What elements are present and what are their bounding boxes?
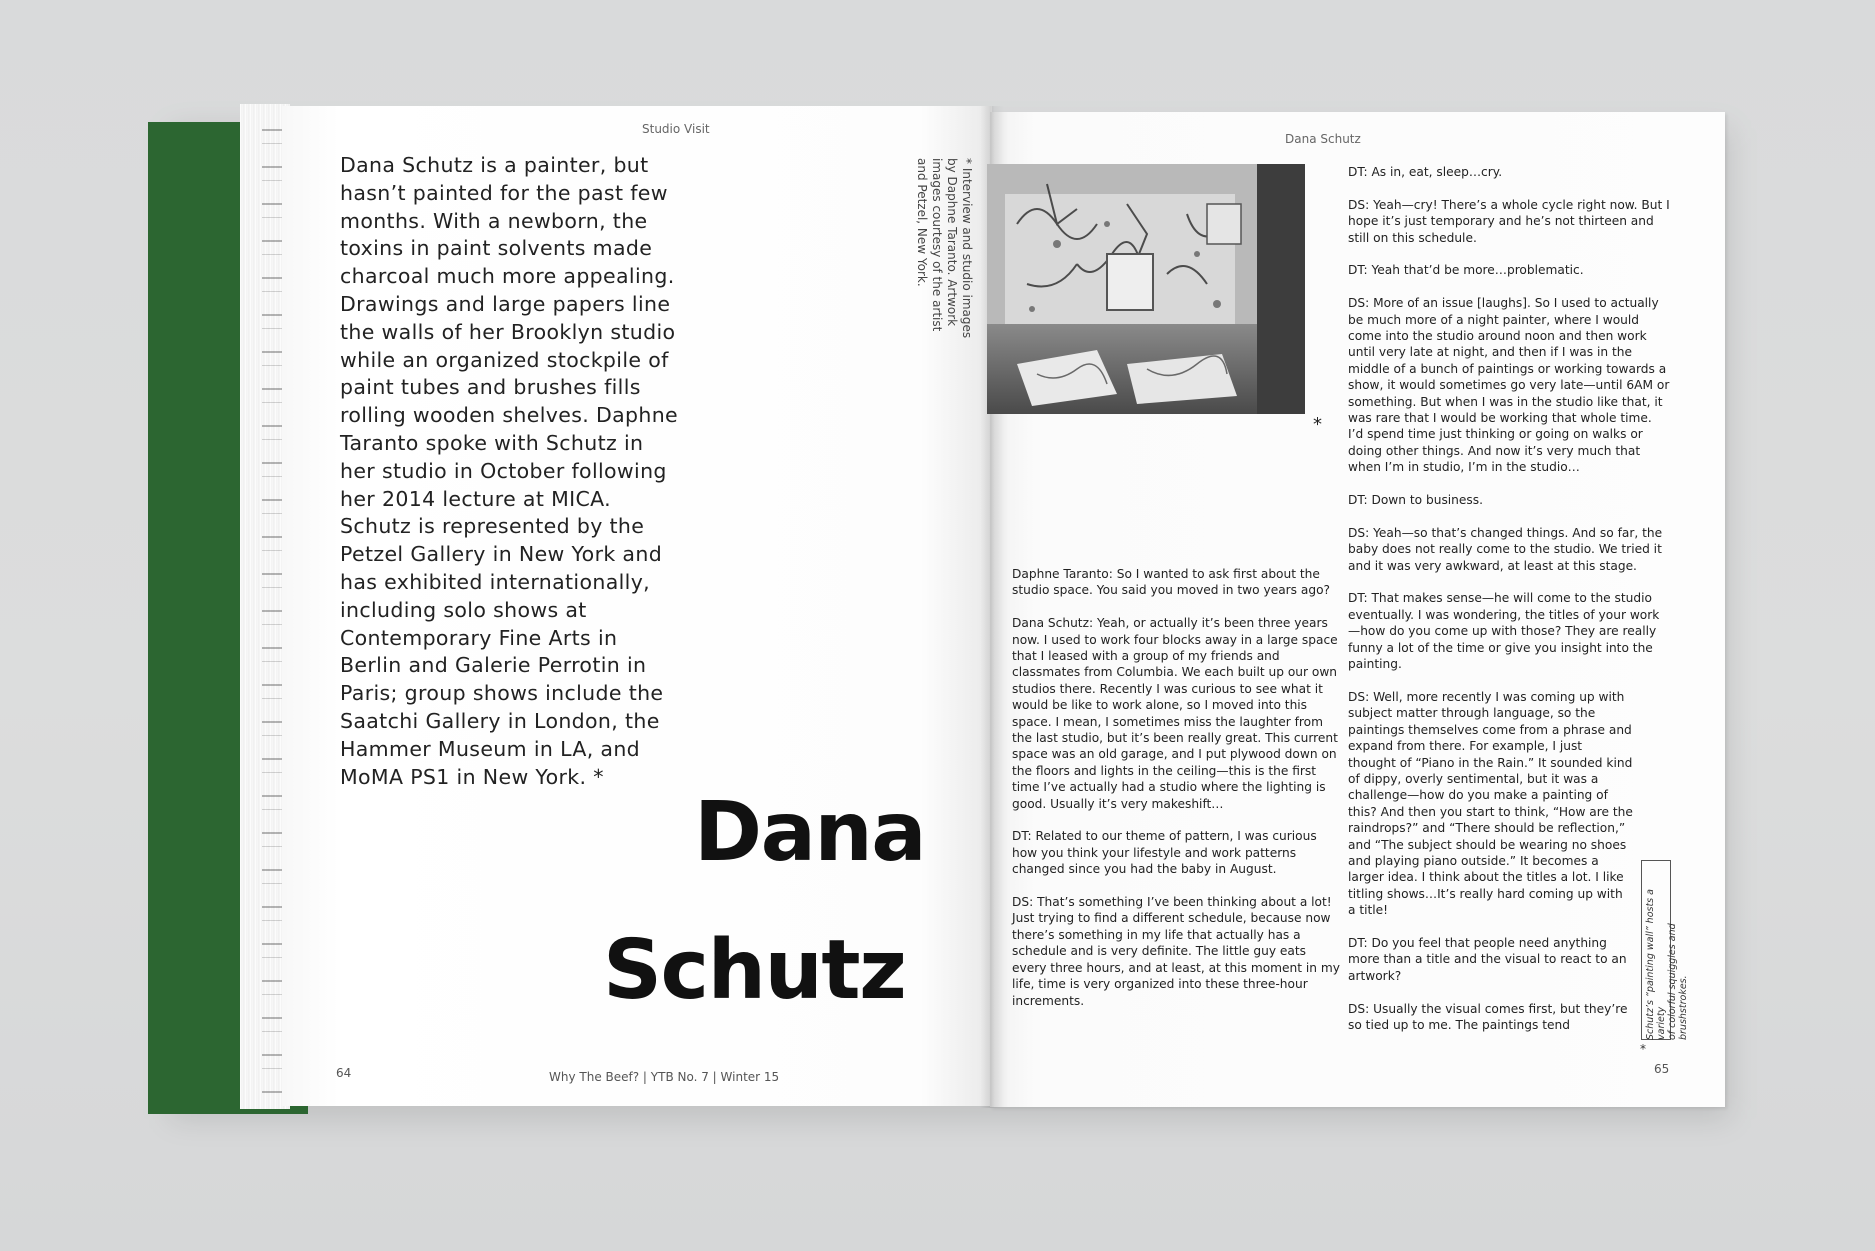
interview-paragraph: DT: That makes sense—he will come to the studio eventually. I was wondering, the titles of your work—how do you come up with those? They are really funny a lot of the time or give you insight into the painting. [1348, 591, 1660, 672]
title-last-name: Schutz [603, 923, 906, 1018]
interview-paragraph: DT: As in, eat, sleep…cry. [1348, 165, 1503, 179]
interview-paragraph: DS: Yeah—so that’s changed things. And so far, the baby does not really come to the studio. We tried it and it was very awkward, at least at this stage. [1348, 525, 1663, 573]
left-page-number: 64 [336, 1066, 352, 1080]
photo-caption: Schutz’s “painting wall” hosts a variety of colorful squiggles and brushstrokes. [1645, 889, 1689, 1040]
right-running-head: Dana Schutz [1285, 132, 1361, 146]
interview-paragraph: Dana Schutz: Yeah, or actually it’s been three years now. I used to work four blocks away in a large space that I leased with a group of my friends and classmates from Columbia. We each built up our own studios there. Recently I was curious to see what it would be like to work alone, so I moved into this space. I mean, I sometimes miss the laughter from the last studio, but it’s been really great. This current space was an old garage, and I put plywood down on the floors and lights in the ceiling—this is the first time I’ve actually had a studio where the lighting is good. Usually it’s very makeshift… [1012, 616, 1338, 811]
left-page-footer: Why The Beef? | YTB No. 7 | Winter 15 [549, 1070, 780, 1084]
interview-paragraph: DS: Yeah—cry! There’s a whole cycle right now. But I hope it’s just temporary and he’s not thirteen and still on this schedule. [1348, 197, 1670, 245]
interview-paragraph: DS: Usually the visual comes first, but they’re so tied up to me. The paintings tend [1348, 1001, 1628, 1032]
interview-paragraph: Daphne Taranto: So I wanted to ask first about the studio space. You said you moved in two years ago? [1012, 567, 1331, 598]
image-credit: * Interview and studio images by Daphne Taranto. Artwork images courtesy of the artist and Petzel, New York. [915, 158, 974, 339]
interview-paragraph: DS: More of an issue [laughs]. So I used to actually be much more of a night painter, where I would come into the studio around noon and then work until very late at night, and then if I was in the middle of a bunch of paintings or working towards a show, it would sometimes go very late—until 6AM or something. But when I was in the studio like that, it was rare that I would be working that whole time. I’d spend time just thinking or going on walks or doing other things. And now it’s very much that when I’m in studio, I’m in the studio… [1348, 296, 1670, 475]
interview-paragraph: DT: Yeah that’d be more…problematic. [1348, 263, 1584, 278]
interview-paragraph: DS: Well, more recently I was coming up with subject matter through language, so the paintings themselves come from a phrase and expand from there. For example, I just thought of “Piano in the Rain.” It sounded kind of dippy, overly sentimental, but it was a challenge—how do you make a painting of this? And then you start to think, “How are the raindrops?” and “There should be reflection,” and “The subject should be wearing no shoes and playing piano outside.” It becomes a larger idea. I think about the titles a lot. I like titling shows…It’s really hard coming up with a title! [1348, 689, 1633, 918]
studio-photo [987, 164, 1305, 414]
photo-asterisk: * [1313, 414, 1322, 435]
interview-paragraph: DT: Do you feel that people need anything more than a title and the visual to react to an artwork? [1348, 935, 1627, 983]
interview-paragraph: DT: Related to our theme of pattern, I was curious how you think your lifestyle and work patterns changed since you had the baby in August. [1012, 829, 1317, 877]
interview-paragraph: DS: That’s something I’ve been thinking about a lot! Just trying to find a different schedule, because now there’s something in my life that actually has a schedule and is very definite. The little guy eats every three hours, and at least, at this moment in my life, time is very organized into these three-hour increments. [1012, 895, 1340, 1008]
interview-paragraph: DT: Down to business. [1348, 493, 1483, 508]
right-page-number: 65 [1654, 1062, 1670, 1076]
title-first-name: Dana [694, 785, 926, 880]
left-running-head: Studio Visit [642, 122, 710, 136]
interview-column-2 [1348, 164, 1670, 1050]
interview-column-1 [1012, 566, 1340, 1025]
caption-asterisk: * [1640, 1042, 1646, 1056]
intro-paragraph: Dana Schutz is a painter, but hasn’t painted for the past few months. With a newborn, the toxins in paint solvents made charcoal much more appealing. Drawings and large papers line the walls of her Brooklyn studio while an organized stockpile of paint tubes and brushes fills rolling wooden shelves. Daphne Taranto spoke with Schutz in her studio in October following her 2014 lecture at MICA. Schutz is represented by the Petzel Gallery in New York and has exhibited internationally, including solo shows at Contemporary Fine Arts in Berlin and Galerie Perrotin in Paris; group shows include the Saatchi Gallery in London, the Hammer Museum in LA, and MoMA PS1 in New York. * [340, 153, 679, 789]
